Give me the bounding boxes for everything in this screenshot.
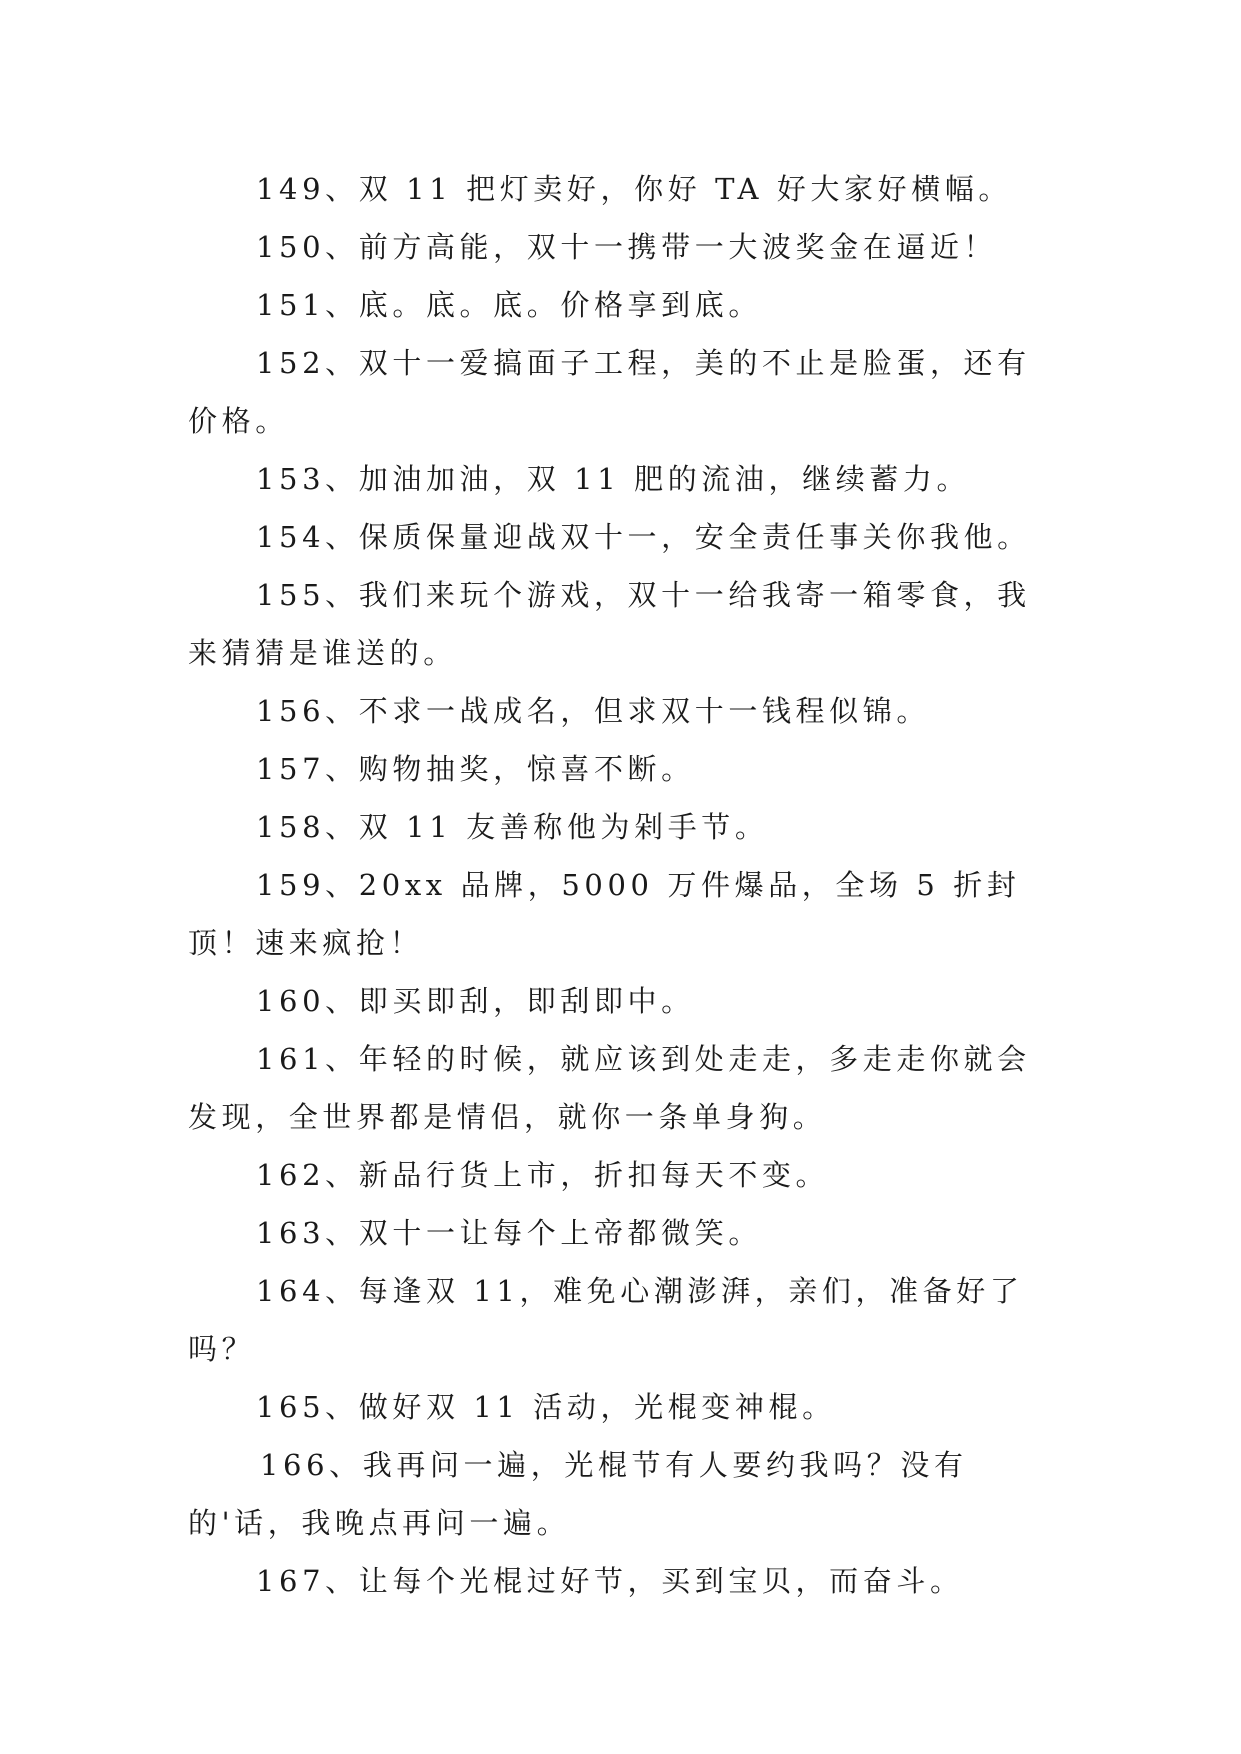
list-item: 160、即买即刮，即刮即中。 bbox=[256, 984, 695, 1018]
list-item: 163、双十一让每个上帝都微笑。 bbox=[256, 1216, 762, 1250]
list-item: 166、我再问一遍，光棍节有人要约我吗？没有的'话，我晚点再问一遍。 bbox=[188, 1448, 968, 1540]
list-item: 151、底。底。底。价格享到底。 bbox=[256, 288, 762, 322]
list-item: 165、做好双 11 活动，光棍变神棍。 bbox=[256, 1390, 836, 1424]
list-item: 158、双 11 友善称他为剁手节。 bbox=[256, 810, 769, 844]
list-item: 159、20xx 品牌，5000 万件爆品，全场 5 折封顶！速来疯抢！ bbox=[188, 868, 1021, 960]
list-item: 152、双十一爱搞面子工程，美的不止是脸蛋，还有价格。 bbox=[188, 346, 1031, 438]
list-item: 164、每逢双 11，难免心潮澎湃，亲们，准备好了吗？ bbox=[188, 1274, 1024, 1366]
list-item: 150、前方高能，双十一携带一大波奖金在逼近！ bbox=[256, 230, 998, 264]
document-body bbox=[188, 160, 1058, 1610]
list-item: 167、让每个光棍过好节，买到宝贝，而奋斗。 bbox=[256, 1564, 964, 1598]
list-item: 153、加油加油，双 11 肥的流油，继续蓄力。 bbox=[256, 462, 971, 496]
list-item: 154、保质保量迎战双十一，安全责任事关你我他。 bbox=[256, 520, 1031, 554]
list-item: 149、双 11 把灯卖好，你好 TA 好大家好横幅。 bbox=[256, 172, 1013, 206]
list-item: 161、年轻的时候，就应该到处走走，多走走你就会发现，全世界都是情侣，就你一条单身狗。 bbox=[188, 1042, 1031, 1134]
list-item: 157、购物抽奖，惊喜不断。 bbox=[256, 752, 695, 786]
list-item: 155、我们来玩个游戏，双十一给我寄一箱零食，我来猜猜是谁送的。 bbox=[188, 578, 1031, 670]
list-item: 162、新品行货上市，折扣每天不变。 bbox=[256, 1158, 830, 1192]
list-item: 156、不求一战成名，但求双十一钱程似锦。 bbox=[256, 694, 930, 728]
